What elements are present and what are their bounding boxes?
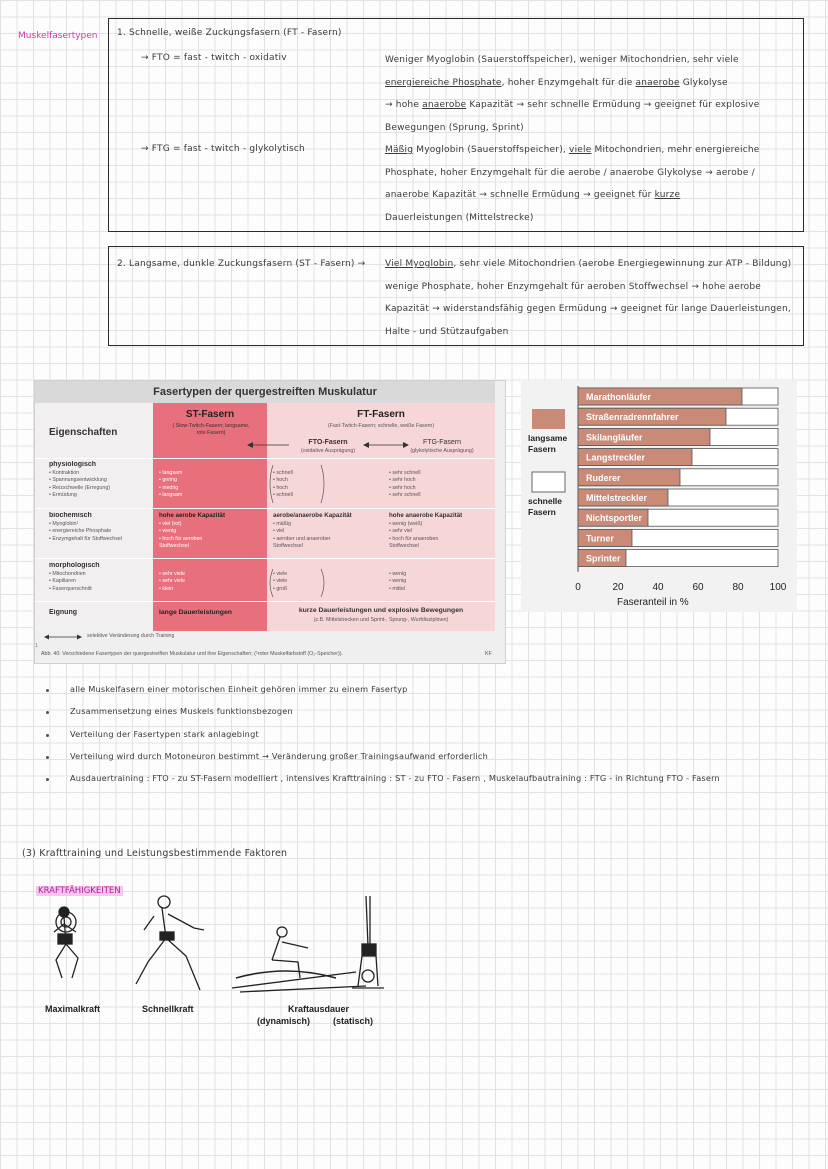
bar-label: Ruderer [586,472,621,483]
kraft-illustrations [36,892,396,1004]
bullet-text: Verteilung wird durch Motoneuron bestimmt → Veränderung großer Trainingsaufwand erforderlich [70,750,488,761]
label-kraftausdauer: Kraftausdauer [288,1004,350,1014]
bar-label: Sprinter [586,553,621,564]
group-biochemisch: biochemisch [49,512,92,519]
fto-biochemisch-head: aerobe/anaerobe Kapazität [273,512,352,519]
legend-arrow [43,633,83,641]
fto-header: FTO-Fasern [308,439,348,446]
eignung-label: Eignung [49,609,77,616]
bar-label: Turner [586,533,614,544]
bullet-dot [46,689,49,692]
section-3-heading: (3) Krafttraining und Leistungsbestimmende Faktoren [22,848,288,859]
bar-label: Skilangläufer [586,432,643,443]
fto-line: energiereiche Phosphate, hoher Enzymgehalt für die anaerobe Glykolyse [385,77,728,88]
row-divider [35,508,495,509]
schnellkraft-figure-icon [136,896,204,990]
st-biochemisch: • viel (rot) • wenig • hoch für aeroben Stoffwechsel [159,521,203,550]
topic-label: Muskelfasertypen [18,31,98,41]
legend-swatch-fast [532,472,565,492]
st-subheader: ( Slow-Twitch-Fasern; langsame, rote Fasern) [172,423,250,437]
bar-label: Langstreckler [586,452,646,463]
box1-heading: 1. Schnelle, weiße Zuckungsfasern (FT - Fasern) [117,28,342,38]
ft-eignung: kurze Dauerleistungen und explosive Bewegungen [298,607,464,614]
st-line: wenige Phosphate, hoher Enzymgehalt für aeroben Stoffwechsel → hohe aerobe [385,281,762,292]
st-biochemisch-head: hohe aerobe Kapazität [159,512,226,519]
bullet-text: Ausdauertraining : FTO - zu ST-Fasern modelliert , intensives Krafttraining : ST - zu FTO - Fasern , Muskelaufbautraining : FTG - in Richtung FTO - Fasern [70,773,720,784]
bar-label: Straßenradrennfahrer [586,412,679,423]
bullet-item [46,706,826,728]
fto-morphologisch: • viele • viele • groß [273,571,288,592]
kraftausdauer-dynamisch-icon [232,927,366,992]
fasertypen-table-figure [34,380,506,664]
props-physiologisch: • Kontraktion • Spannungsentwicklung • Reizschwelle (Erregung) • Ermüdung [49,470,111,499]
st-line: Viel Myoglobin, sehr viele Mitochondrien (aerobe Energiegewinnung zur ATP - Bildung) [385,259,792,269]
faseranteil-chart-figure [521,380,797,612]
bullet-text: Verteilung der Fasertypen stark anlagebingt [70,728,259,739]
st-eignung: lange Dauerleistungen [159,609,232,616]
ftg-morphologisch: • wenig • wenig • mittel [389,571,407,592]
x-tick-label: 80 [732,582,744,593]
x-tick-label: 60 [692,582,704,593]
st-description [385,253,791,343]
ft-header: FT-Fasern [357,409,405,420]
group-physiologisch: physiologisch [49,461,97,468]
x-tick-label: 40 [652,582,664,593]
legend-text: selektive Veränderung durch Training [87,633,175,639]
st-line: Halte - und Stützaufgaben [385,326,509,337]
bullet-item [46,773,826,795]
bullet-item [46,729,826,751]
fto-brackets [267,459,327,604]
box2-heading: 2. Langsame, dunkle Zuckungsfasern (ST - Fasern) → [117,259,366,269]
st-line: Kapazität → widerstandsfähig gegen Ermüdung → geeignet für lange Dauerleistungen, [385,304,791,314]
fto-physiologisch: • schnell • hoch • hoch • schnell [273,470,293,499]
fto-line: → hohe anaerobe Kapazität → sehr schnelle Ermüdung → geeignet für explosive [385,100,760,110]
label-maximalkraft: Maximalkraft [45,1004,101,1014]
table-caption: Abb. 40: Verschiedene Fasertypen der quergestreiften Muskulatur und ihre Eigenschaften; (¹roter Muskelfarbstoff (O₂-Speicher)). [41,651,343,657]
table-title: Fasertypen der quergestreiften Muskulatur [35,381,495,403]
ftg-line: anaerobe Kapazität → schnelle Ermüdung → geeignet für kurze [385,190,681,200]
x-tick-label: 0 [575,582,581,593]
bar-label: Nichtsportler [586,513,643,524]
bullet-item [46,751,826,773]
row-divider [35,601,495,602]
label-dynamisch: (dynamisch) [257,1016,311,1026]
st-morphologisch: • sehr viele • sehr viele • klein [159,571,185,592]
ftg-biochemisch: • wenig (weiß) • sehr viel • hoch für anaeroben Stoffwechsel [389,521,439,550]
ftg-line: Dauerleistungen (Mittelstrecke) [385,212,534,223]
page-mark: 1 [35,643,38,649]
fto-line: Bewegungen (Sprung, Sprint) [385,122,524,133]
label-statisch: (statisch) [333,1016,374,1026]
x-tick-label: 100 [769,582,787,593]
props-biochemisch: • Myoglobin¹ • energiereiche Phosphate • Enzymgehalt für Stoffwechsel [49,521,123,542]
table-corner-mark: KF [485,651,492,657]
ftg-description [385,139,760,229]
label-schnellkraft: Schnellkraft [142,1004,194,1014]
bullet-item [46,684,826,706]
props-header: Eigenschaften [49,427,118,438]
ftg-header: FTG-Fasern [422,439,462,446]
ftg-line: Phosphate, hoher Enzymgehalt für die aerobe / anaerobe Glykolyse → aerobe / [385,167,755,178]
bullet-dot [46,734,49,737]
bar-label: Marathonläufer [586,392,652,402]
fto-description [385,49,760,139]
legend-slow-label: langsame Fasern [528,433,568,454]
ft-subheader: (Fast-Twitch-Fasern; schnelle, weiße Fasern) [327,423,435,429]
legend-fast-label: schnelle Fasern [528,496,563,517]
bullet-text: alle Muskelfasern einer motorischen Einheit gehören immer zu einem Fasertyp [70,684,408,694]
fto-subheader: (oxidative Ausprägung) [300,448,356,454]
kraft-highlight: KRAFTFÄHIGKEITEN [38,886,121,896]
bar-label: Mittelstreckler [586,493,648,503]
fto-line: Weniger Myoglobin (Sauerstoffspeicher), weniger Mitochondrien, sehr viele [385,55,739,65]
st-physiologisch: • langsam • gering • niedrig • langsam [159,470,183,499]
ftg-biochemisch-head: hohe anaerobe Kapazität [389,512,463,519]
bullet-text: Zusammensetzung eines Muskels funktionsbezogen [70,706,293,717]
maximalkraft-figure-icon [54,907,78,978]
legend-swatch-slow [532,409,565,429]
bullet-dot [46,711,49,714]
fto-biochemisch: • mäßig • viel • aerober und anaerober Stoffwechsel [273,521,331,550]
kraftausdauer-statisch-icon [352,896,384,988]
group-morphologisch: morphologisch [49,562,100,569]
bullet-dot [46,756,49,759]
ftg-label: → FTG = fast - twitch - glykolytisch [141,144,305,154]
row-divider [35,558,495,559]
x-tick-label: 20 [612,582,624,593]
fto-label: → FTO = fast - twitch - oxidativ [141,53,287,63]
ftg-subheader: (glykolytische Ausprägung) [410,448,474,454]
row-divider [35,458,495,459]
ftg-physiologisch: • sehr schnell • sehr hoch • sehr hoch • sehr schnell [389,470,421,499]
st-header: ST-Fasern [185,409,235,420]
props-morphologisch: • Mitochondrien • Kapillaren • Faserquerschnitt [49,571,92,592]
st-fasern-box [108,246,804,346]
chart-xlabel: Faseranteil in % [617,597,689,608]
bullet-dot [46,778,49,781]
ft-eignung-sub: (z.B. Mittelstrecken und Sprint-, Sprung-, Wurfdisziplinen) [313,617,449,623]
ftg-line: Mäßig Myoglobin (Sauerstoffspeicher), viele Mitochondrien, mehr energiereiche [385,145,760,155]
ft-fasern-box [108,18,804,232]
bullet-list [46,684,826,795]
